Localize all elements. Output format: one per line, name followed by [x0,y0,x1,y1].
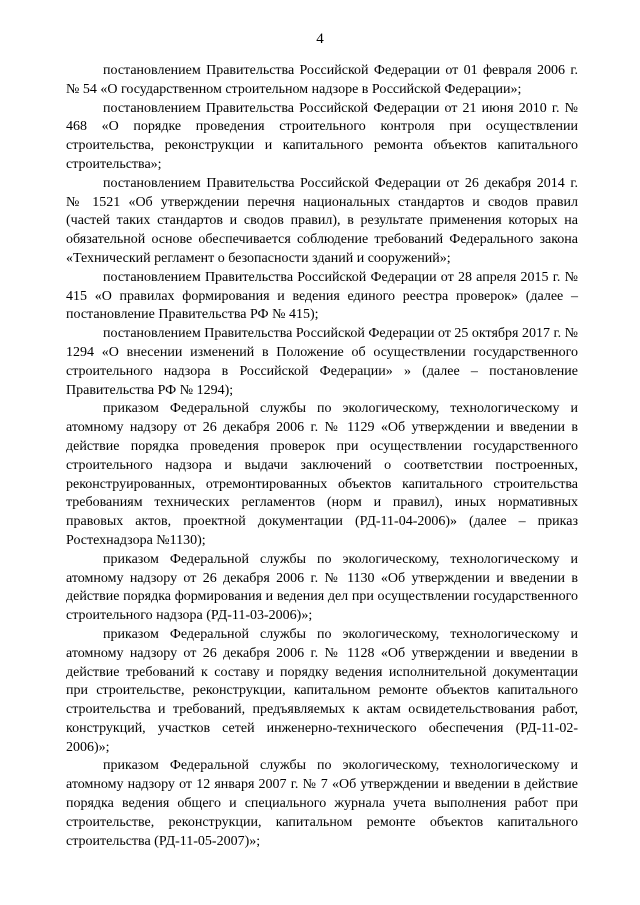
paragraph-resolution-1294: постановлением Правительства Российской Федерации от 25 октября 2017 г. № 1294 «О внесении изменений в Положение об осуществлении государственного строительного надзора в Российской Федерации» » (далее – постановление Правительства РФ № 1294); [66,326,578,398]
body-text [66,62,578,851]
paragraph-resolution-54: постановлением Правительства Российской Федерации от 01 февраля 2006 г. № 54 «О государственном строительном надзоре в Российской Федерации»; [66,63,578,97]
page-number: 4 [316,31,324,47]
paragraph-order-7: приказом Федеральной службы по экологическому, технологическому и атомному надзору от 12 января 2007 г. № 7 «Об утверждении и введении в действие порядка ведения общего и специального журнала учета выполнения работ при строительстве, реконструкции, капитальном ремонте объектов капитального строительства (РД-11-05-2007)»; [66,758,578,849]
paragraph-order-1128: приказом Федеральной службы по экологическому, технологическому и атомному надзору от 26 декабря 2006 г. № 1128 «Об утверждении и введении в действие требований к составу и порядку ведения исполнительной документации при строительстве, реконструкции, капитальном ремонте объектов капитального строительства и требований, предъявляемых к актам освидетельствования работ, конструкций, участков сетей инженерно-технического обеспечения (РД-11-02-2006)»; [66,626,578,755]
paragraph-order-1130: приказом Федеральной службы по экологическому, технологическому и атомному надзору от 26 декабря 2006 г. № 1130 «Об утверждении и введении в действие порядка формирования и ведения дел при осуществлении государственного строительного надзора (РД-11-03-2006)»; [66,551,578,624]
paragraph-resolution-1521: постановлением Правительства Российской Федерации от 26 декабря 2014 г. № 1521 «Об утверждении перечня национальных стандартов и сводов правил (частей таких стандартов и сводов правил), в результате применения которых на обязательной основе обеспечивается соблюдение требований Федерального закона «Технический регламент о безопасности зданий и сооружений»; [66,175,578,266]
paragraph-resolution-415: постановлением Правительства Российской Федерации от 28 апреля 2015 г. № 415 «О правилах формирования и ведения единого реестра проверок» (далее – постановление Правительства РФ № 415); [66,269,578,323]
paragraph-order-1129: приказом Федеральной службы по экологическому, технологическому и атомному надзору от 26 декабря 2006 г. № 1129 «Об утверждении и введении в действие порядка проведения проверок при осуществлении государственного строительного надзора и выдачи заключений о соответствии построенных, реконструированных, отремонтированных объектов капитального строительства требованиям технических регламентов (норм и правил), иных нормативных правовых актов, проектной документации (РД-11-04-2006)» (далее – приказ Ростехнадзора №1130); [66,401,578,548]
paragraph-resolution-468: постановлением Правительства Российской Федерации от 21 июня 2010 г. № 468 «О порядке проведения строительного контроля при осуществлении строительства, реконструкции и капитального ремонта объектов капитального строительства»; [66,100,578,172]
